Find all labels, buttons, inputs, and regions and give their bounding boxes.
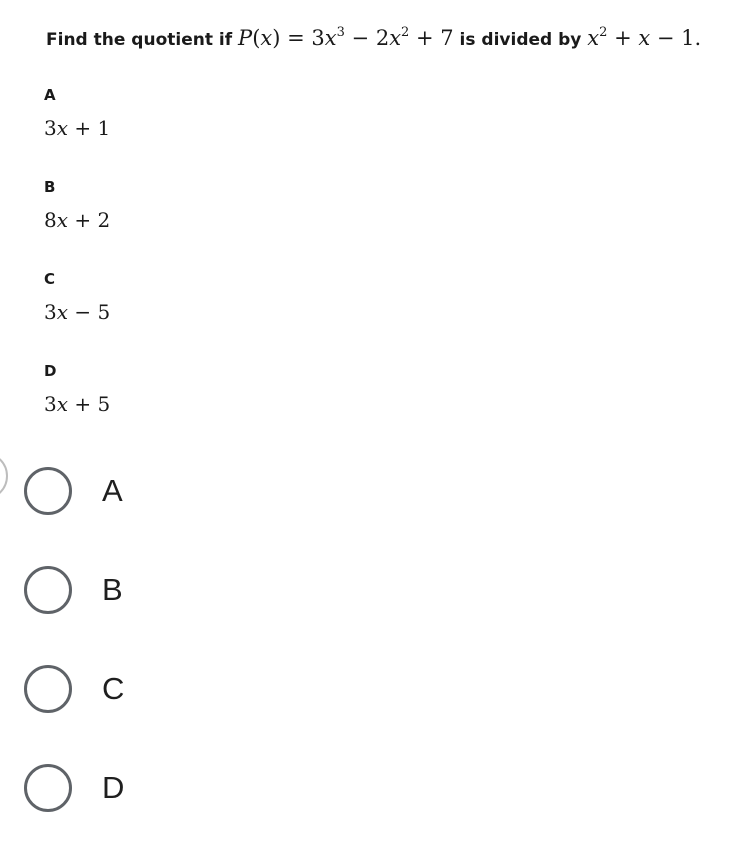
choice-expression: 3x − 5 [44,300,111,324]
answer-options [24,467,124,863]
divisor-expression: $x^2 + x - 1$. [587,25,702,50]
choice-letter: C [44,270,56,288]
question-middle: is divided by [459,30,582,50]
radio-button-b[interactable] [24,566,72,614]
choice-expression: 3x + 1 [44,116,111,140]
radio-button-a[interactable] [24,467,72,515]
answer-option-d[interactable] [24,764,124,863]
polynomial-expression: $P(x) = 3x^3 - 2x^2 + 7$ [238,25,454,50]
question-text [46,22,746,56]
answer-label-c[interactable]: C [102,671,125,706]
answer-option-a[interactable] [24,467,124,566]
answer-option-c[interactable] [24,665,124,764]
choice-expression: 8x + 2 [44,208,111,232]
radio-button-d[interactable] [24,764,72,812]
question-prefix: Find the quotient if [46,30,233,50]
partial-circle-decoration [0,452,8,500]
answer-label-d[interactable]: D [102,770,125,805]
choice-letter: D [44,362,57,380]
answer-option-b[interactable] [24,566,124,665]
choice-letter: B [44,178,56,196]
choice-expression: 3x + 5 [44,392,111,416]
radio-button-c[interactable] [24,665,72,713]
answer-label-a[interactable]: A [102,473,123,508]
choice-letter: A [44,86,56,104]
answer-label-b[interactable]: B [102,572,123,607]
